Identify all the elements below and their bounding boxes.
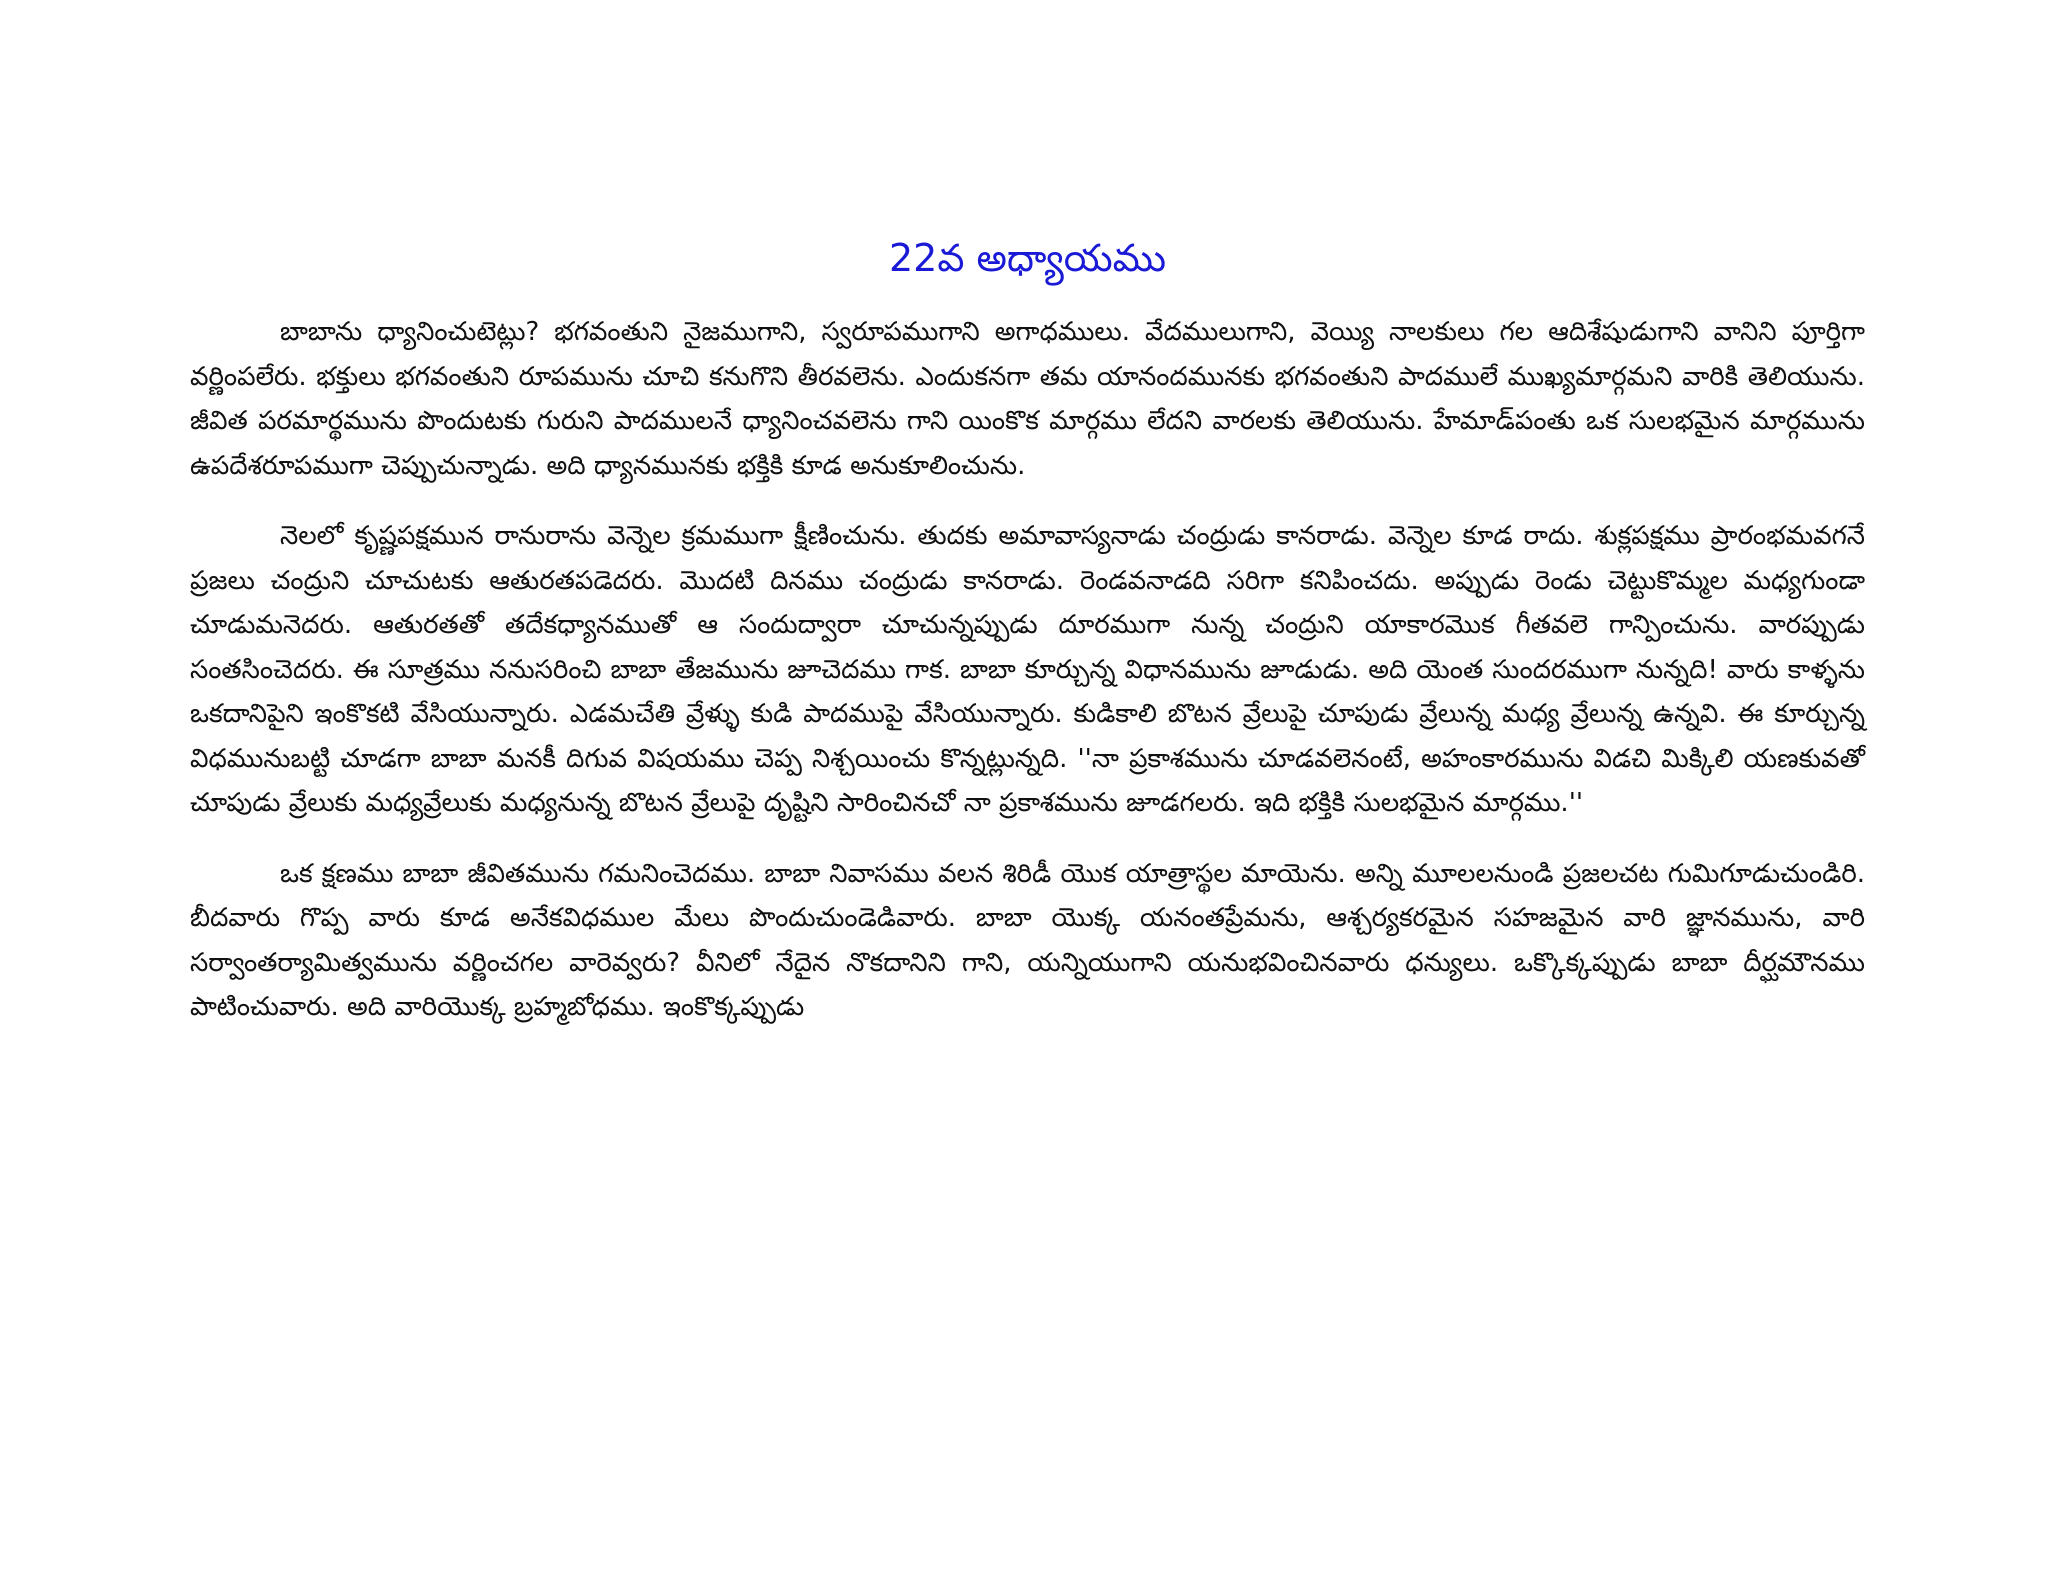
paragraph-2: నెలలో కృష్ణపక్షమున రానురాను వెన్నెల క్రమముగా క్షీణించును. తుదకు అమావాస్యనాడు చంద్రుడు కానరాడు. వెన్నెల కూడ రాదు. శుక్లపక్షము ప్రారంభమవగనే ప్రజలు చంద్రుని చూచుటకు ఆతురతపడెదరు. మొదటి దినము చంద్రుడు కానరాడు. రెండవనాడది సరిగా కనిపించదు. అప్పుడు రెండు చెట్టుకొమ్మల మధ్యగుండా చూడుమనెదరు. ఆతురతతో తదేకధ్యానముతో ఆ సందుద్వారా చూచున్నప్పుడు దూరముగా నున్న చంద్రుని యాకారమొక గీతవలె గాన్పించును. వారప్పుడు సంతసించెదరు. ఈ సూత్రము ననుసరించి బాబా తేజమును జూచెదము గాక. బాబా కూర్చున్న విధానమును జూడుడు. అది యెంత సుందరముగా నున్నది! వారు కాళ్ళను ఒకదానిపైని ఇంకొకటి వేసియున్నారు. ఎడమచేతి వ్రేళ్ళు కుడి పాదముపై వేసియున్నారు. కుడికాలి బొటన వ్రేలుపై చూపుడు వ్రేలున్న మధ్య వ్రేలున్న ఉన్నవి. ఈ కూర్చున్న విధమునుబట్టి చూడగా బాబా మనకీ దిగువ విషయము చెప్ప నిశ్చయించు కొన్నట్లున్నది. ''నా ప్రకాశమును చూడవలెనంటే, అహంకారమును విడచి మిక్కిలి యణకువతో చూపుడు వ్రేలుకు మధ్యవ్రేలుకు మధ్యనున్న బొటన వ్రేలుపై దృష్టిని సారించినచో నా ప్రకాశమును జూడగలరు. ఇది భక్తికి సులభమైన మార్గము.'' [190,521,1865,818]
document-page [190,230,1865,1056]
chapter-title: 22వ అధ్యాయము [889,236,1166,280]
paragraph-3: ఒక క్షణము బాబా జీవితమును గమనించెదము. బాబా నివాసము వలన శిరిడీ యొక యాత్రాస్థల మాయెను. అన్ని మూలలనుండి ప్రజలచట గుమిగూడుచుండిరి. బీదవారు గొప్ప వారు కూడ అనేకవిధముల మేలు పొందుచుండెడివారు. బాబా యొక్క యనంతప్రేమను, ఆశ్చర్యకరమైన సహజమైన వారి జ్ఞానమును, వారి సర్వాంతర్యామిత్వమును వర్ణించగల వారెవ్వరు? వీనిలో నేదైన నొకదానిని గాని, యన్నియుగాని యనుభవించినవారు ధన్యులు. ఒక్కొక్కప్పుడు బాబా దీర్ఘమౌనము పాటించువారు. అది వారియొక్క బ్రహ్మబోధము. ఇంకొక్కప్పుడు [190,858,1865,1022]
paragraph-1: బాబాను ధ్యానించుటెట్లు? భగవంతుని నైజముగాని, స్వరూపముగాని అగాధములు. వేదములుగాని, వెయ్యి నాలకులు గల ఆదిశేషుడుగాని వానిని పూర్తిగా వర్ణింపలేరు. భక్తులు భగవంతుని రూపమును చూచి కనుగొని తీరవలెను. ఎందుకనగా తమ యానందమునకు భగవంతుని పాదములే ముఖ్యమార్గమని వారికి తెలియును. జీవిత పరమార్థమును పొందుటకు గురుని పాదములనే ధ్యానించవలెను గాని యింకొక మార్గము లేదని వారలకు తెలియును. హేమాడ్‌పంతు ఒక సులభమైన మార్గమును ఉపదేశరూపముగా చెప్పుచున్నాడు. అది ధ్యానమునకు భక్తికి కూడ అనుకూలించును. [190,317,1865,481]
